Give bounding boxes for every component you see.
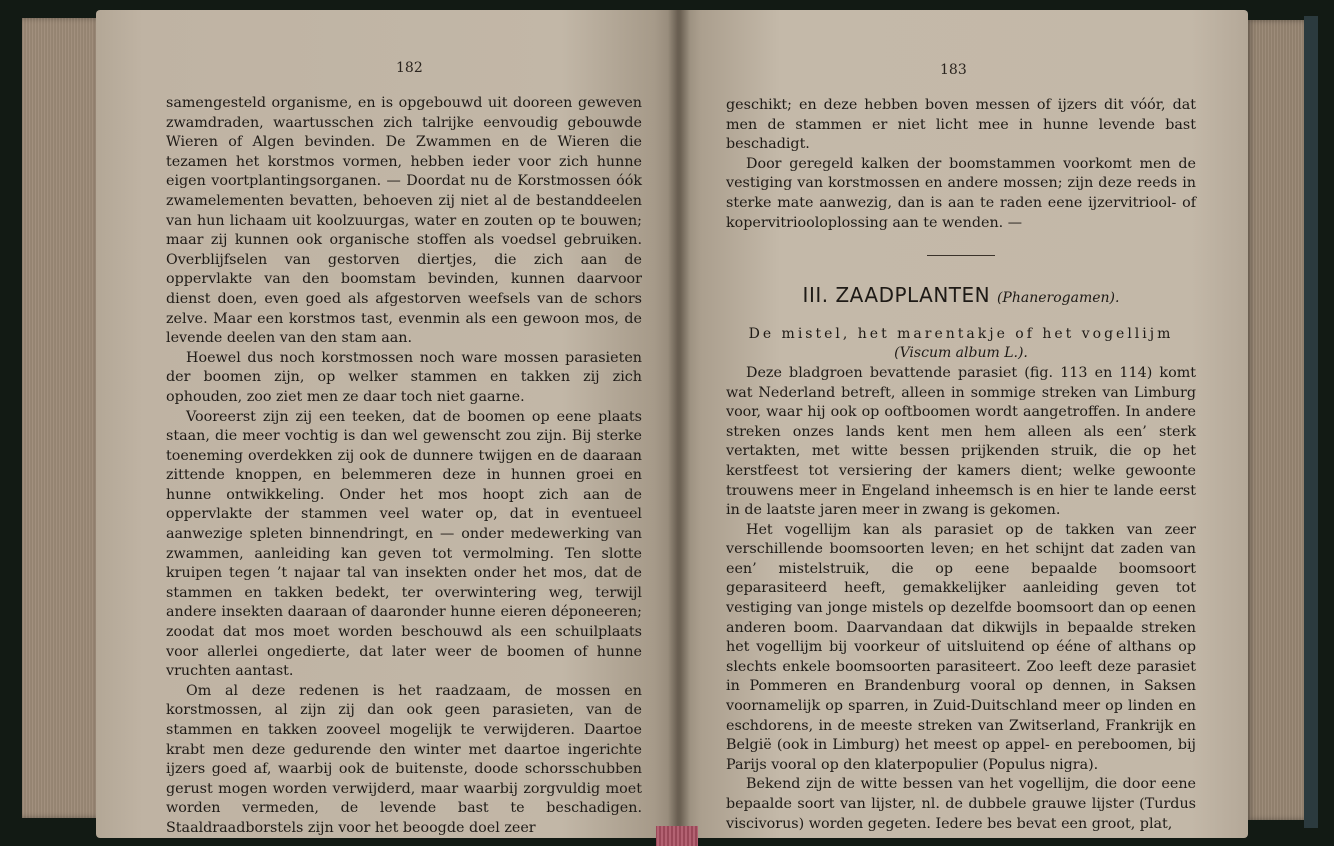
page-number: 182 <box>396 60 423 76</box>
left-page-text <box>166 94 642 839</box>
subsection-title: De mistel, het marentakje of het vogellijm <box>748 325 1174 342</box>
section-divider <box>927 255 995 256</box>
paragraph: Hoewel dus noch korstmossen noch ware mossen parasieten der boomen zijn, op welker stammen en takken zij zich ophouden, zoo ziet men ze daar toch niet gaarne. <box>166 349 642 405</box>
right-page-edges <box>1246 20 1306 820</box>
paragraph: geschikt; en deze hebben boven messen of ijzers dit vóór, dat men de stammen er niet licht mee in hunne levende bast beschadigt. <box>726 97 1196 153</box>
bookmark-ribbon <box>656 826 698 846</box>
paragraph: Door geregeld kalken der boomstammen voorkomt men de vestiging van korstmossen en andere mossen; zijn deze reeds in sterke mate aanwezig, dan is aan te raden eene ijzervitriool- of kopervitriooloplossing aan te wenden. — <box>726 155 1196 231</box>
paragraph: Deze bladgroen bevattende parasiet (fig. 113 en 114) komt wat Nederland betreft, alleen in sommige streken van Limburg voor, waar hij ook op ooftboomen wordt aangetroffen. In andere streken onzes lands kent men hem alleen als een’ sterk vertakten, met witte bessen prijkenden struik, die op het kerstfeest tot versiering der kamers dient; welke gewoonte trouwens meer in Engeland inheemsch is en hier te lande eerst in de laatste jaren meer in zwang is gekomen. <box>726 364 1196 519</box>
paragraph: Het vogellijm kan als parasiet op de takken van zeer verschillende boomsoorten leven; en het schijnt dat zaden van een’ mistelstruik, die op eene bepaalde boomsoort geparasiteerd heeft, gemakkelijker aanleiding geven tot vestiging van jonge mistels op dezelfde boomsoort dan op eenen anderen boom. Daarvandaan dat dikwijls in bepaalde streken het vogellijm bij voorkeur of uitsluitend op ééne of althans op slechts enkele boomsoorten parasiteert. Zoo leeft deze parasiet in Pommeren en Brandenburg vooral op dennen, in Saksen voornamelijk op sparren, in Zuid-Duitschland meer op linden en eschdorens, in de meeste streken van Zwitserland, Frankrijk en België (ook in Limburg) het meest op appel- en pereboomen, bij Parijs vooral op den klaterpopulier (Populus nigra). <box>726 521 1196 773</box>
section-heading <box>726 283 1196 309</box>
left-page-edges <box>22 18 102 818</box>
section-heading-title: III. ZAADPLANTEN <box>802 283 991 308</box>
paragraph: Bekend zijn de witte bessen van het vogellijm, die door eene bepaalde soort van lijster, nl. de dubbele grauwe lijster (Turdus viscivorus) worden gegeten. Iedere bes bevat een groot, plat, <box>726 776 1196 832</box>
paragraph: samengesteld organisme, en is opgebouwd uit dooreen geweven zwamdraden, waartusschen zich talrijke eenvoudig gebouwde Wieren of Algen bevinden. De Zwammen en de Wieren die tezamen het korstmos vormen, hebben ieder voor zich hunne eigen voortplantingsorganen. — Doordat nu de Korstmossen óók zwamelementen bevatten, behoeven zij niet al de bestanddeelen van hun lichaam uit koolzuurgas, water en zouten op te bouwen; maar zij kunnen ook organische stoffen als voedsel gebruiken. Overblijfselen van gestorven diertjes, die zich aan de oppervlakte van den boomstam bevinden, kunnen daarvoor dienst doen, even goed als afgestorven weefsels van de schors zelve. Maar een korstmos tast, evenmin als een gewoon mos, de levende deelen van den stam aan. <box>166 95 642 347</box>
right-page-text <box>726 96 1196 834</box>
paragraph: Om al deze redenen is het raadzaam, de mossen en korstmossen, al zijn zij dan ook geen parasieten, van de stammen en takken zooveel mogelijk te verwijderen. Daartoe krabt men deze gedurende den winter met daartoe ingerichte ijzers goed af, waarbij ook de buitenste, doode schorsschubben gerust mogen worden verwijderd, maar waarbij zorgvuldig moet worden vermeden, de levende bast te beschadigen. Staaldraadborstels zijn voor het beoogde doel zeer <box>166 682 642 836</box>
left-page <box>96 10 678 838</box>
section-heading-subtitle: (Phanerogamen). <box>996 290 1120 307</box>
book-gutter <box>668 10 690 838</box>
subsection-latin-name: (Viscum album L.). <box>894 345 1028 362</box>
paragraph: Vooreerst zijn zij een teeken, dat de boomen op eene plaats staan, die meer vochtig is dan wel gewenscht zou zijn. Bij sterke toeneming overdekken zij ook de dunnere twijgen en de daaraan zittende knoppen, en belemmeren deze in hunnen groei en hunne ontwikkeling. Onder het mos hoopt zich aan de oppervlakte der stammen veel water op, dat in eventueel aanwezige spleten binnendringt, en — onder medewerking van zwammen, aanleiding kan geven tot vermolming. Ten slotte kruipen tegen ’t najaar tal van insekten onder het mos, dat de stammen en takken bedekt, ter overwintering weg, terwijl andere insekten daaraan of daaronder hunne eieren déponeeren; zoodat dat mos moet worden beschouwd als een schuilplaats voor allerlei ongedierte, dat later weer de boomen of hunne vruchten aantast. <box>166 408 642 680</box>
right-page <box>678 10 1248 838</box>
page-number: 183 <box>940 62 967 78</box>
book-cover-edge <box>1304 16 1318 828</box>
